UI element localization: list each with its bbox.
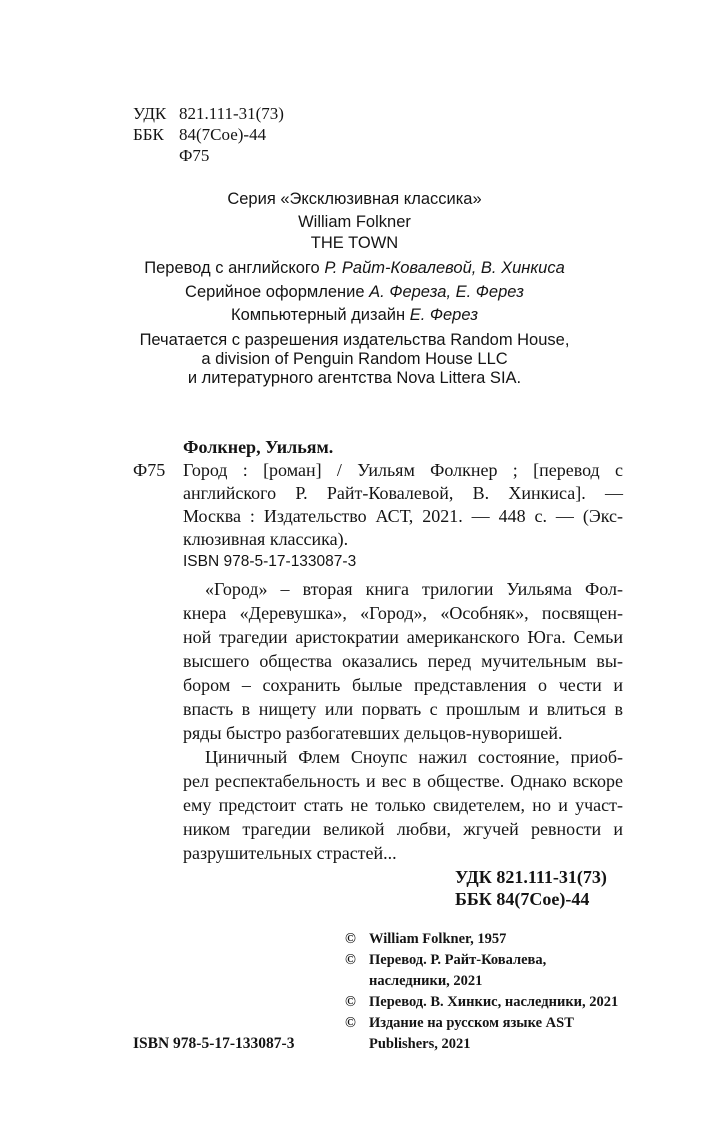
copyright-symbol: © xyxy=(345,1015,356,1031)
series-design-prefix: Серийное оформление xyxy=(185,283,370,301)
copyright-text: Перевод. Р. Райт-Ковалева, xyxy=(369,952,547,968)
udk-label: УДК xyxy=(133,104,167,123)
udk-value: 821.111-31(73) xyxy=(179,104,284,123)
series-line: Серия «Эксклюзивная классика» xyxy=(227,190,482,208)
catalog-isbn: ISBN 978-5-17-133087-3 xyxy=(183,553,357,570)
original-author: William Folkner xyxy=(298,213,411,231)
annotation-line: впасть в нищету или порвать с прошлым и влиться в xyxy=(183,699,623,719)
catalog-desc-line: английского Р. Райт-Ковалевой, В. Хинкиса]. — xyxy=(183,483,623,503)
copyright-symbol: © xyxy=(345,952,356,968)
copyright-4 xyxy=(345,1015,574,1032)
annotation-line: ему предстоит стать не только свидетелем, но и участ- xyxy=(183,795,623,815)
permission-line-1: Печатается с разрешения издательства Random House, xyxy=(139,331,570,349)
series-design-names: А. Фереза, Е. Ферез xyxy=(369,283,524,301)
copyright-symbol: © xyxy=(345,994,356,1010)
udk-line xyxy=(133,104,284,124)
computer-design-prefix: Компьютерный дизайн xyxy=(231,306,410,324)
annotation-line: бором – сохранить былые представления о чести и xyxy=(183,675,623,695)
footer-isbn: ISBN 978-5-17-133087-3 xyxy=(133,1035,295,1052)
bottom-udk: УДК 821.111-31(73) xyxy=(455,867,607,887)
copyright-text: Издание на русском языке AST xyxy=(369,1015,574,1031)
copyright-4-cont: Publishers, 2021 xyxy=(369,1036,471,1052)
catalog-sign: Ф75 xyxy=(133,460,166,480)
annotation-line: рел респектабельность и вес в обществе. Однако вскоре xyxy=(183,771,623,791)
permission-line-3: и литературного агентства Nova Littera SIA. xyxy=(187,369,522,387)
permission-line-2: a division of Penguin Random House LLC xyxy=(201,350,508,368)
bottom-bbk: ББК 84(7Сое)-44 xyxy=(455,889,590,909)
computer-design-credit xyxy=(0,306,709,325)
series-design-credit xyxy=(0,283,709,302)
annotation-line: ряды быстро разбогатевших дельцов-нуворишей. xyxy=(183,723,563,743)
copyright-2 xyxy=(345,952,546,969)
copyright-text: Перевод. В. Хинкис, наследники, 2021 xyxy=(369,994,619,1010)
catalog-desc-line: клюзивная классика). xyxy=(183,529,349,549)
copyright-3 xyxy=(345,994,618,1011)
copyright-1 xyxy=(345,931,506,948)
annotation-line: ной трагедии аристократии американского Юга. Семьи xyxy=(183,627,623,647)
annotation-line: разрушительных страстей... xyxy=(183,843,397,863)
copyright-text: William Folkner, 1957 xyxy=(369,931,507,947)
bbk-label: ББК xyxy=(133,125,164,144)
translation-prefix: Перевод с английского xyxy=(144,259,325,277)
copyright-2-cont: наследники, 2021 xyxy=(369,973,483,989)
copyright-symbol: © xyxy=(345,931,356,947)
translation-credit xyxy=(0,259,709,278)
annotation-line: кнера «Деревушка», «Город», «Особняк», посвящен- xyxy=(183,603,623,623)
original-title: THE TOWN xyxy=(310,234,399,252)
catalog-desc-line: Москва : Издательство АСТ, 2021. — 448 с. — (Экс- xyxy=(183,506,623,526)
computer-design-names: Е. Ферез xyxy=(409,306,478,324)
annotation-line: высшего общества оказались перед мучительным вы- xyxy=(183,651,623,671)
bbk-line xyxy=(133,125,266,145)
annotation-line: ником трагедии великой любви, жгучей ревности и xyxy=(183,819,623,839)
bbk-value: 84(7Сое)-44 xyxy=(179,125,267,144)
annotation-line: Циничный Флем Сноупс нажил состояние, приоб- xyxy=(205,747,623,767)
translator-names: Р. Райт-Ковалевой, В. Хинкиса xyxy=(324,259,565,277)
catalog-desc-line: Город : [роман] / Уильям Фолкнер ; [перевод с xyxy=(183,460,623,480)
catalog-heading: Фолкнер, Уильям. xyxy=(183,437,334,457)
author-sign: Ф75 xyxy=(179,146,210,165)
annotation-line: «Город» – вторая книга трилогии Уильяма Фол- xyxy=(205,579,623,599)
